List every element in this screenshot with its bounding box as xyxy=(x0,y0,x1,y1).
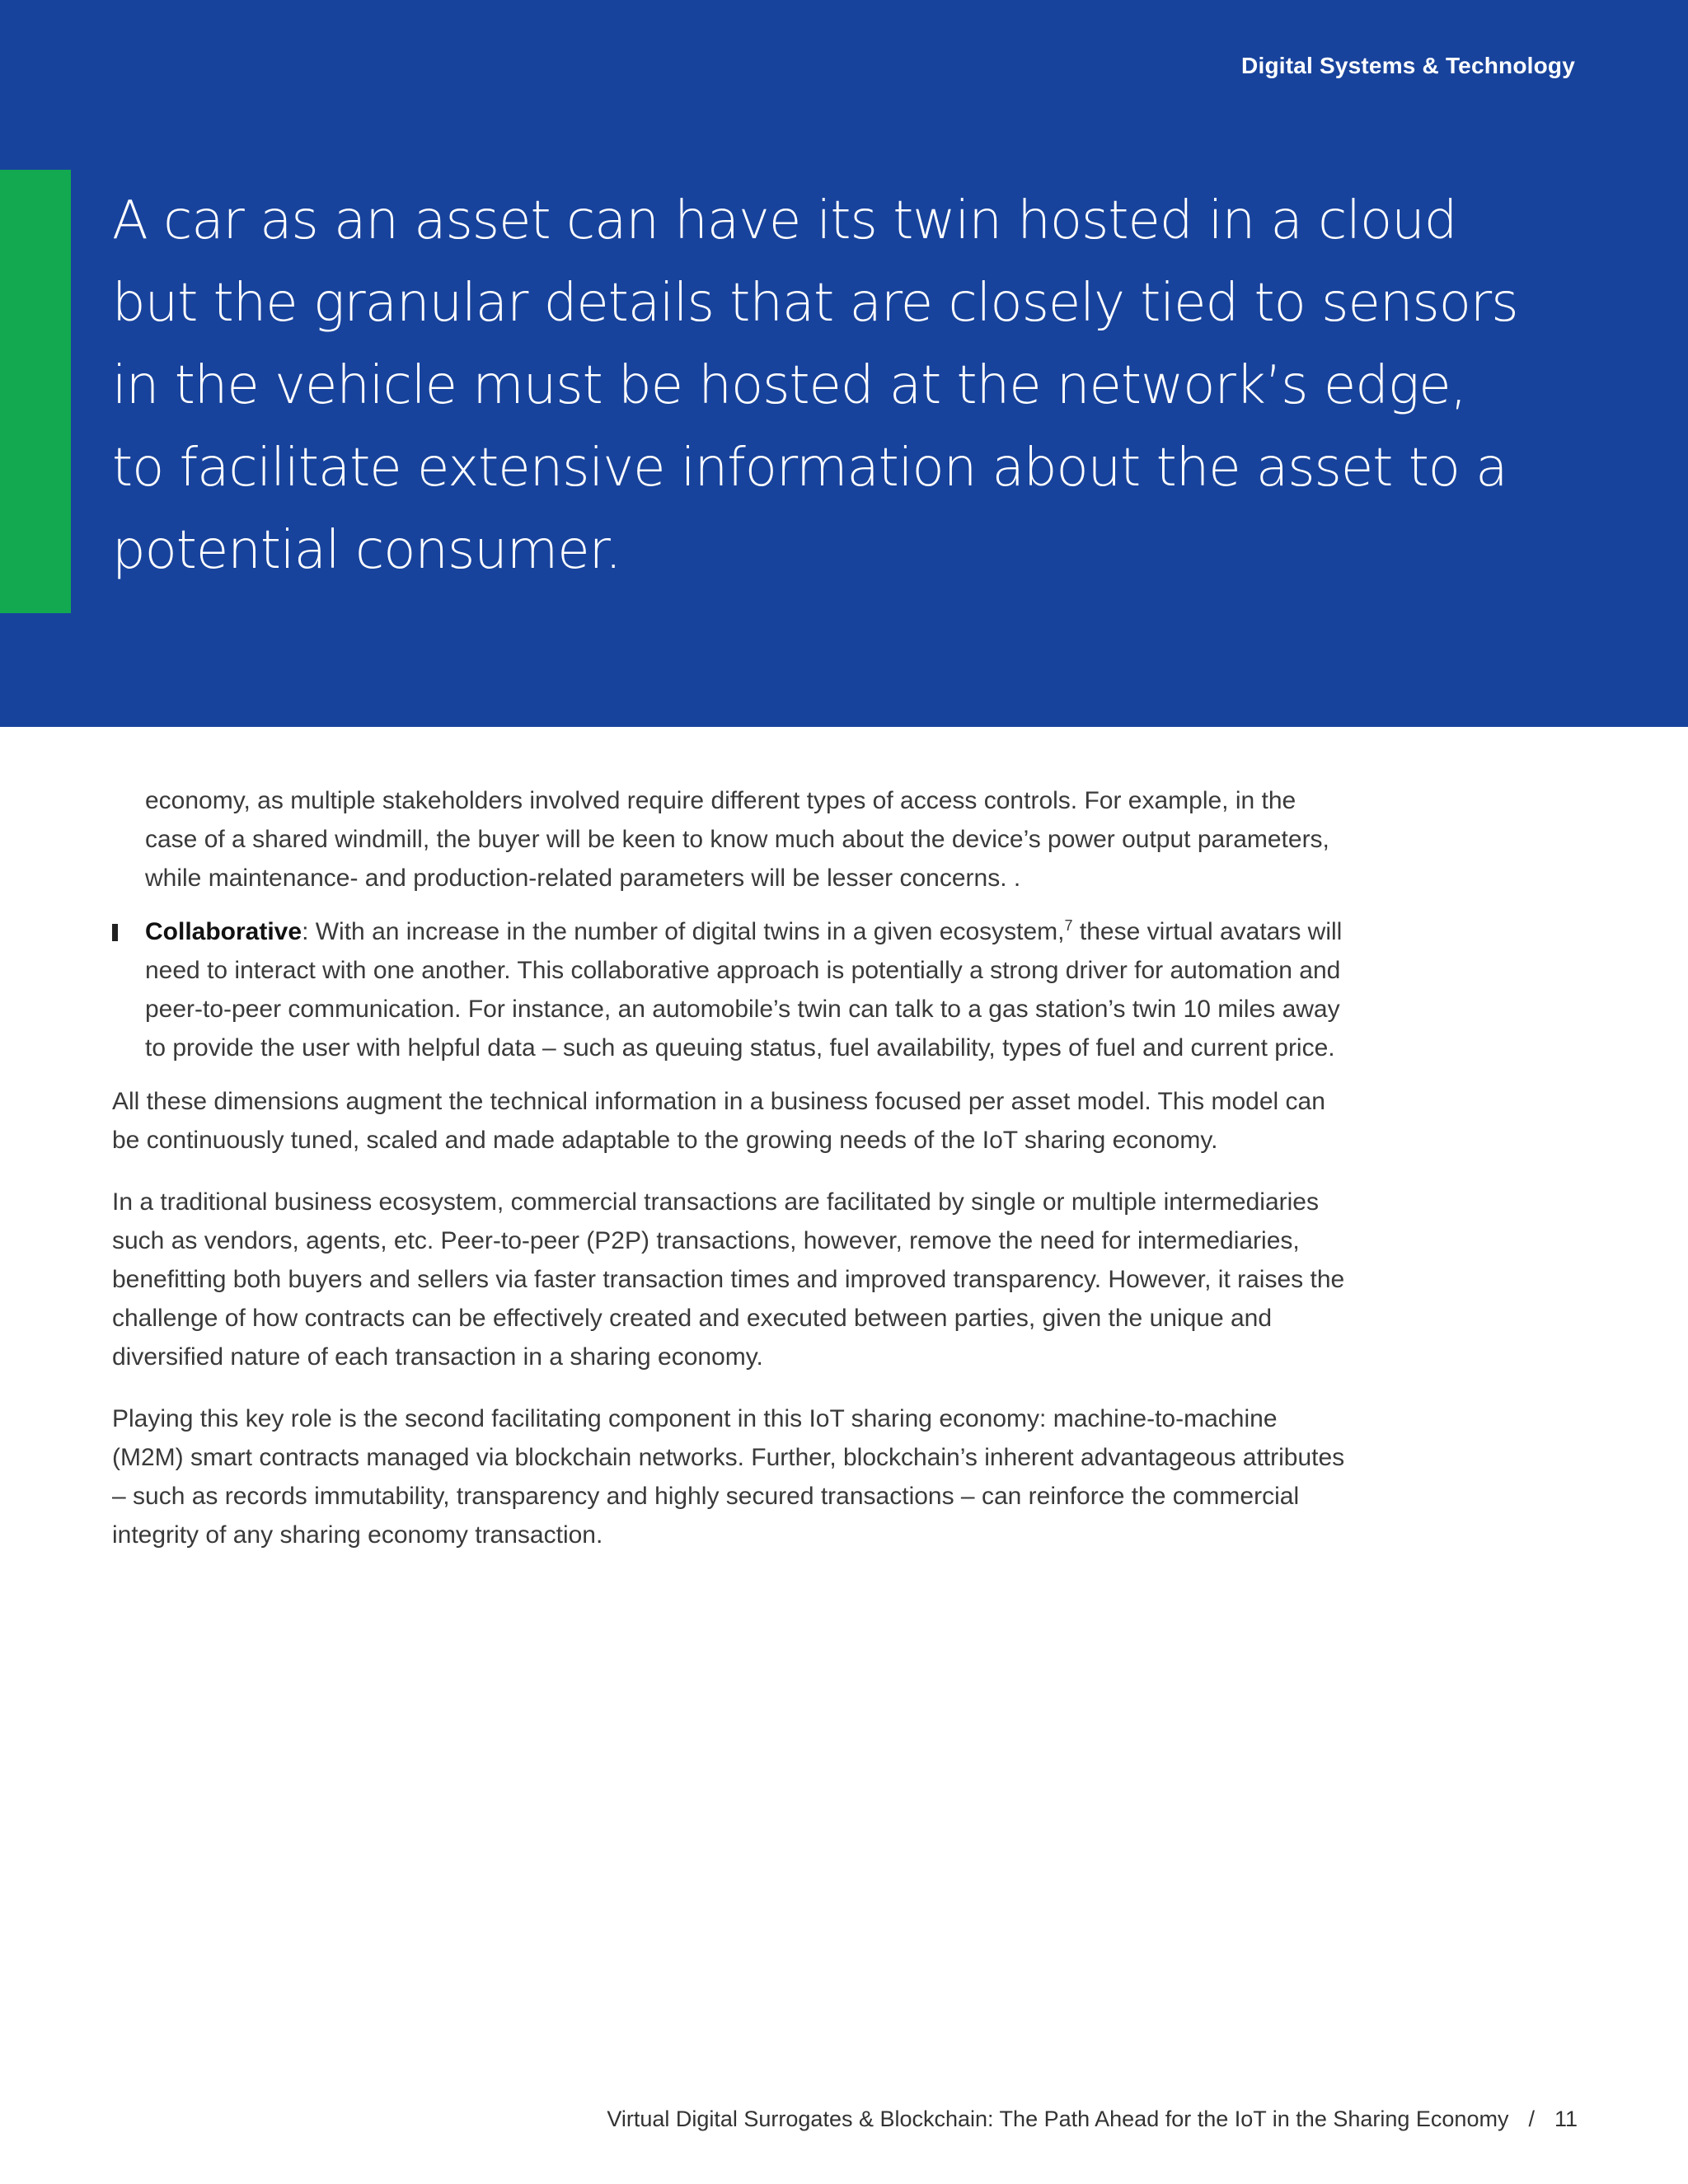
bullet-collaborative xyxy=(112,912,1348,1067)
paragraph: In a traditional business ecosystem, commercial transactions are facilitated by single or multiple intermediaries such as vendors, agents, etc. Peer-to-peer (P2P) transactions, however, remove the need for intermediaries, benefitting both buyers and sellers via faster transaction times and improved transparency. However, it raises the challenge of how contracts can be effectively created and executed between parties, given the unique and diversified nature of each transaction in a sharing economy. xyxy=(112,1188,1345,1371)
accent-bar xyxy=(0,170,71,613)
paragraph: Playing this key role is the second facilitating component in this IoT sharing economy: machine-to-machine (M2M) smart contracts managed via blockchain networks. Further, blockchain’s inherent advantageous attributes – such as records immutability, transparency and highly secured transactions – can reinforce the commercial integrity of any sharing economy transaction. xyxy=(112,1405,1345,1549)
footnote-ref[interactable]: 7 xyxy=(1064,917,1073,934)
hero-banner xyxy=(0,0,1688,727)
section-label: Digital Systems & Technology xyxy=(1241,53,1575,78)
footer-document-title: Virtual Digital Surrogates & Blockchain: The Path Ahead for the IoT in the Sharing Economy xyxy=(607,2107,1509,2131)
pull-quote: A car as an asset can have its twin hosted in a cloud but the granular details that are closely tied to sensors in the vehicle must be hosted at the network’s edge, to facilitate extensive information about the asset to a potential consumer. xyxy=(112,190,1518,581)
paragraph: All these dimensions augment the technical information in a business focused per asset model. This model can be continuously tuned, scaled and made adaptable to the growing needs of the IoT sharing economy. xyxy=(112,1088,1325,1154)
continued-bullet-text: economy, as multiple stakeholders involved require different types of access controls. For example, in the case of a shared windmill, the buyer will be keen to know much about the device’s power output parameters, while maintenance- and production-related parameters will be lesser concerns. . xyxy=(145,787,1329,892)
page-number: 11 xyxy=(1554,2107,1578,2131)
bullet-text-part1: : With an increase in the number of digital twins in a given ecosystem, xyxy=(302,918,1065,945)
bullet-title: Collaborative xyxy=(145,918,302,945)
page-footer xyxy=(607,2107,1578,2132)
bullet-marker-icon xyxy=(112,924,118,941)
footer-separator: / xyxy=(1528,2107,1535,2131)
bullet-text-part2: these virtual avatars will need to interact with one another. This collaborative approach is potentially a strong driver for automation and peer-to-peer communication. For instance, an automobile’s twin can talk to a gas station’s twin 10 miles away to provide the user with helpful data – such as queuing status, fuel availability, types of fuel and current price. xyxy=(145,918,1343,1062)
main-content xyxy=(112,781,1348,1577)
